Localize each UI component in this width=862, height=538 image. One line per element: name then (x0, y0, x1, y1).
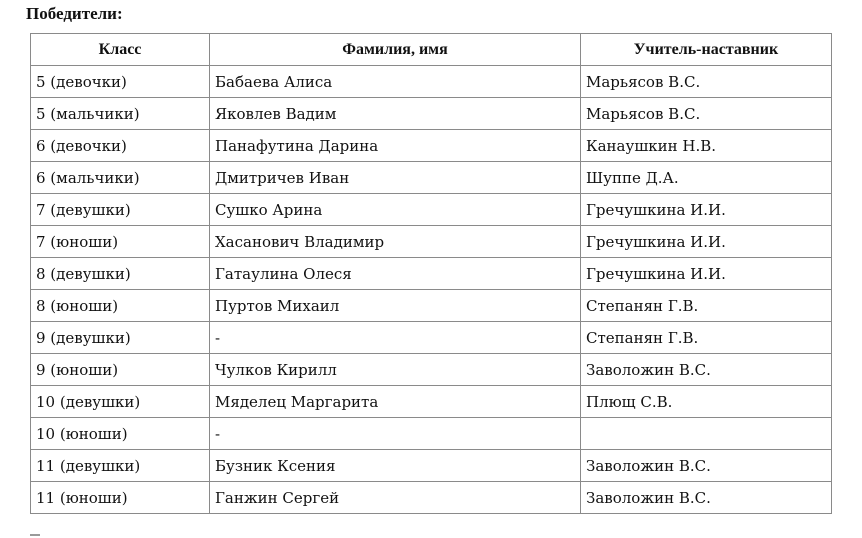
table-row (31, 194, 832, 226)
cell-name: Дмитричев Иван (210, 162, 581, 194)
table-row (31, 162, 832, 194)
column-header-teacher: Учитель-наставник (581, 34, 832, 66)
table-row (31, 482, 832, 514)
cell-class: 7 (девушки) (31, 194, 210, 226)
cell-class: 10 (девушки) (31, 386, 210, 418)
cell-name: Мяделец Маргарита (210, 386, 581, 418)
cell-name: Гатаулина Олеся (210, 258, 581, 290)
cell-teacher: Марьясов В.С. (581, 66, 832, 98)
cell-name: Ганжин Сергей (210, 482, 581, 514)
cell-teacher: Заволожин В.С. (581, 482, 832, 514)
cell-name: Бузник Ксения (210, 450, 581, 482)
table-row (31, 290, 832, 322)
column-header-class: Класс (31, 34, 210, 66)
cell-teacher: Шуппе Д.А. (581, 162, 832, 194)
cell-teacher: Плющ С.В. (581, 386, 832, 418)
table-row (31, 130, 832, 162)
table-row (31, 418, 832, 450)
cell-name: Панафутина Дарина (210, 130, 581, 162)
cell-class: 9 (юноши) (31, 354, 210, 386)
cell-class: 8 (юноши) (31, 290, 210, 322)
table-row (31, 450, 832, 482)
cell-class: 11 (девушки) (31, 450, 210, 482)
cell-class: 5 (мальчики) (31, 98, 210, 130)
cell-teacher: Заволожин В.С. (581, 354, 832, 386)
cell-class: 6 (мальчики) (31, 162, 210, 194)
cell-class: 9 (девушки) (31, 322, 210, 354)
cell-name: Пуртов Михаил (210, 290, 581, 322)
cell-class: 5 (девочки) (31, 66, 210, 98)
table-row (31, 322, 832, 354)
column-header-name: Фамилия, имя (210, 34, 581, 66)
cell-class: 6 (девочки) (31, 130, 210, 162)
cell-class: 8 (девушки) (31, 258, 210, 290)
table-row (31, 386, 832, 418)
cell-teacher: Заволожин В.С. (581, 450, 832, 482)
table-row (31, 98, 832, 130)
table-row (31, 258, 832, 290)
table-row (31, 66, 832, 98)
cell-teacher: Гречушкина И.И. (581, 194, 832, 226)
cell-name: Яковлев Вадим (210, 98, 581, 130)
cell-name: Чулков Кирилл (210, 354, 581, 386)
cell-teacher: Гречушкина И.И. (581, 226, 832, 258)
cell-teacher (581, 418, 832, 450)
table-header-row (31, 34, 832, 66)
cell-class: 7 (юноши) (31, 226, 210, 258)
table-row (31, 354, 832, 386)
cell-teacher: Степанян Г.В. (581, 290, 832, 322)
table-row (31, 226, 832, 258)
cell-class: 11 (юноши) (31, 482, 210, 514)
cell-name: Хасанович Владимир (210, 226, 581, 258)
cell-name: Бабаева Алиса (210, 66, 581, 98)
cell-teacher: Степанян Г.В. (581, 322, 832, 354)
cell-teacher: Гречушкина И.И. (581, 258, 832, 290)
cell-name: - (210, 418, 581, 450)
winners-table (30, 33, 832, 514)
page-title: Победители: (26, 4, 123, 23)
cell-teacher: Марьясов В.С. (581, 98, 832, 130)
cut-off-text-fragment (30, 534, 40, 536)
cell-name: Сушко Арина (210, 194, 581, 226)
cell-name: - (210, 322, 581, 354)
cell-teacher: Канаушкин Н.В. (581, 130, 832, 162)
cell-class: 10 (юноши) (31, 418, 210, 450)
